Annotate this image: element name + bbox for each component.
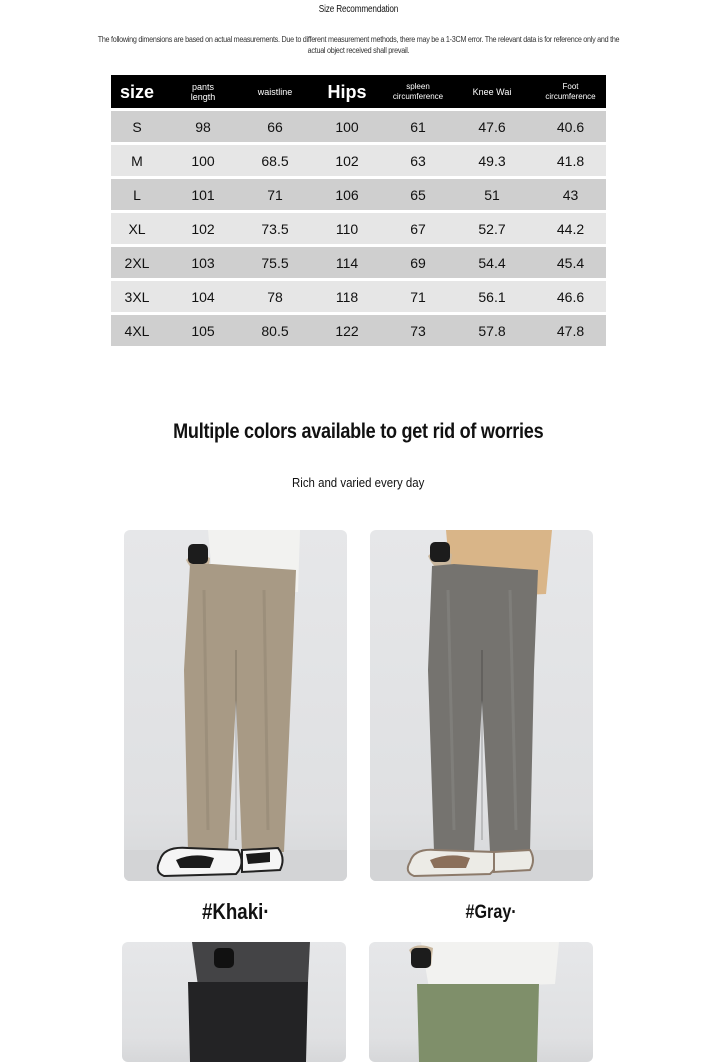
waistline-cell: 66 — [243, 110, 307, 144]
spleen-cell: 65 — [387, 178, 449, 212]
header-knee-wai: Knee Wai — [449, 75, 535, 110]
knee-cell: 56.1 — [449, 280, 535, 314]
hips-cell: 114 — [307, 246, 387, 280]
colors-heading — [0, 420, 717, 444]
pants-shape — [184, 564, 296, 852]
header-size: size — [111, 75, 163, 110]
khaki-pants-illustration — [124, 530, 347, 881]
hips-cell: 100 — [307, 110, 387, 144]
header-foot-circumference: Foot circumference — [535, 75, 606, 110]
knee-cell: 47.6 — [449, 110, 535, 144]
disclaimer-text: The following dimensions are based on actual measurements. Due to different measurement methods, there may be a 1-3CM error. The relevant data is for reference only and the actual object received shall prevail. — [97, 35, 620, 55]
pants-length-cell: 105 — [163, 314, 243, 347]
gray-pants-illustration — [370, 530, 593, 881]
waistline-cell: 75.5 — [243, 246, 307, 280]
pants-length-cell: 101 — [163, 178, 243, 212]
knee-cell: 57.8 — [449, 314, 535, 347]
spleen-cell: 67 — [387, 212, 449, 246]
table-row — [111, 110, 606, 144]
table-row — [111, 246, 606, 280]
size-cell: S — [111, 110, 163, 144]
size-chart-table — [111, 75, 606, 346]
pants-shape — [417, 984, 539, 1062]
waistline-cell: 78 — [243, 280, 307, 314]
knee-cell: 52.7 — [449, 212, 535, 246]
foot-cell: 40.6 — [535, 110, 606, 144]
shirt-shape — [192, 942, 310, 986]
spleen-cell: 73 — [387, 314, 449, 347]
black-pants-illustration — [122, 942, 346, 1062]
size-cell: M — [111, 144, 163, 178]
hips-cell: 102 — [307, 144, 387, 178]
measurement-disclaimer — [60, 34, 657, 56]
pants-length-cell: 104 — [163, 280, 243, 314]
shirt-shape — [421, 942, 559, 988]
foot-cell: 41.8 — [535, 144, 606, 178]
foot-cell: 45.4 — [535, 246, 606, 280]
product-photo-green[interactable] — [369, 942, 593, 1062]
waistline-cell: 71 — [243, 178, 307, 212]
color-label-khaki — [124, 899, 347, 925]
size-cell: 4XL — [111, 314, 163, 347]
wristwatch-icon — [188, 544, 208, 564]
colors-heading-text: Multiple colors available to get rid of worries — [173, 420, 544, 443]
knee-cell: 49.3 — [449, 144, 535, 178]
colors-subheading-text: Rich and varied every day — [292, 475, 425, 490]
foot-cell: 47.8 — [535, 314, 606, 347]
foot-cell: 43 — [535, 178, 606, 212]
spleen-cell: 71 — [387, 280, 449, 314]
color-label-text: #Gray· — [465, 902, 518, 923]
color-label-text: #Khaki· — [201, 899, 270, 924]
header-spleen-circumference: spleen circumference — [387, 75, 449, 110]
pants-length-cell: 98 — [163, 110, 243, 144]
table-row — [111, 314, 606, 347]
waistline-cell: 80.5 — [243, 314, 307, 347]
header-pants-length: pants length — [163, 75, 243, 110]
color-label-gray — [380, 902, 603, 924]
waistline-cell: 73.5 — [243, 212, 307, 246]
hips-cell: 122 — [307, 314, 387, 347]
pants-shape — [188, 982, 308, 1062]
table-row — [111, 280, 606, 314]
table-row — [111, 178, 606, 212]
colors-subheading — [0, 475, 717, 490]
size-cell: L — [111, 178, 163, 212]
green-pants-illustration — [369, 942, 593, 1062]
hips-cell: 106 — [307, 178, 387, 212]
size-cell: XL — [111, 212, 163, 246]
sneaker-icon — [494, 850, 533, 872]
spleen-cell: 63 — [387, 144, 449, 178]
pants-length-cell: 100 — [163, 144, 243, 178]
knee-cell: 54.4 — [449, 246, 535, 280]
page-title: Size Recommendation — [318, 4, 399, 15]
size-cell: 2XL — [111, 246, 163, 280]
size-cell: 3XL — [111, 280, 163, 314]
table-row — [111, 144, 606, 178]
foot-cell: 44.2 — [535, 212, 606, 246]
spleen-cell: 69 — [387, 246, 449, 280]
knee-cell: 51 — [449, 178, 535, 212]
product-photo-black[interactable] — [122, 942, 346, 1062]
spleen-cell: 61 — [387, 110, 449, 144]
hips-cell: 118 — [307, 280, 387, 314]
size-table-header-row — [111, 75, 606, 110]
pants-length-cell: 103 — [163, 246, 243, 280]
waistline-cell: 68.5 — [243, 144, 307, 178]
wristwatch-icon — [411, 948, 431, 968]
hips-cell: 110 — [307, 212, 387, 246]
foot-cell: 46.6 — [535, 280, 606, 314]
table-row — [111, 212, 606, 246]
product-photo-gray[interactable] — [370, 530, 593, 881]
wristwatch-icon — [430, 542, 450, 562]
header-hips: Hips — [307, 75, 387, 110]
wristwatch-icon — [214, 948, 234, 968]
pants-length-cell: 102 — [163, 212, 243, 246]
header-waistline: waistline — [243, 75, 307, 110]
product-photo-khaki[interactable] — [124, 530, 347, 881]
